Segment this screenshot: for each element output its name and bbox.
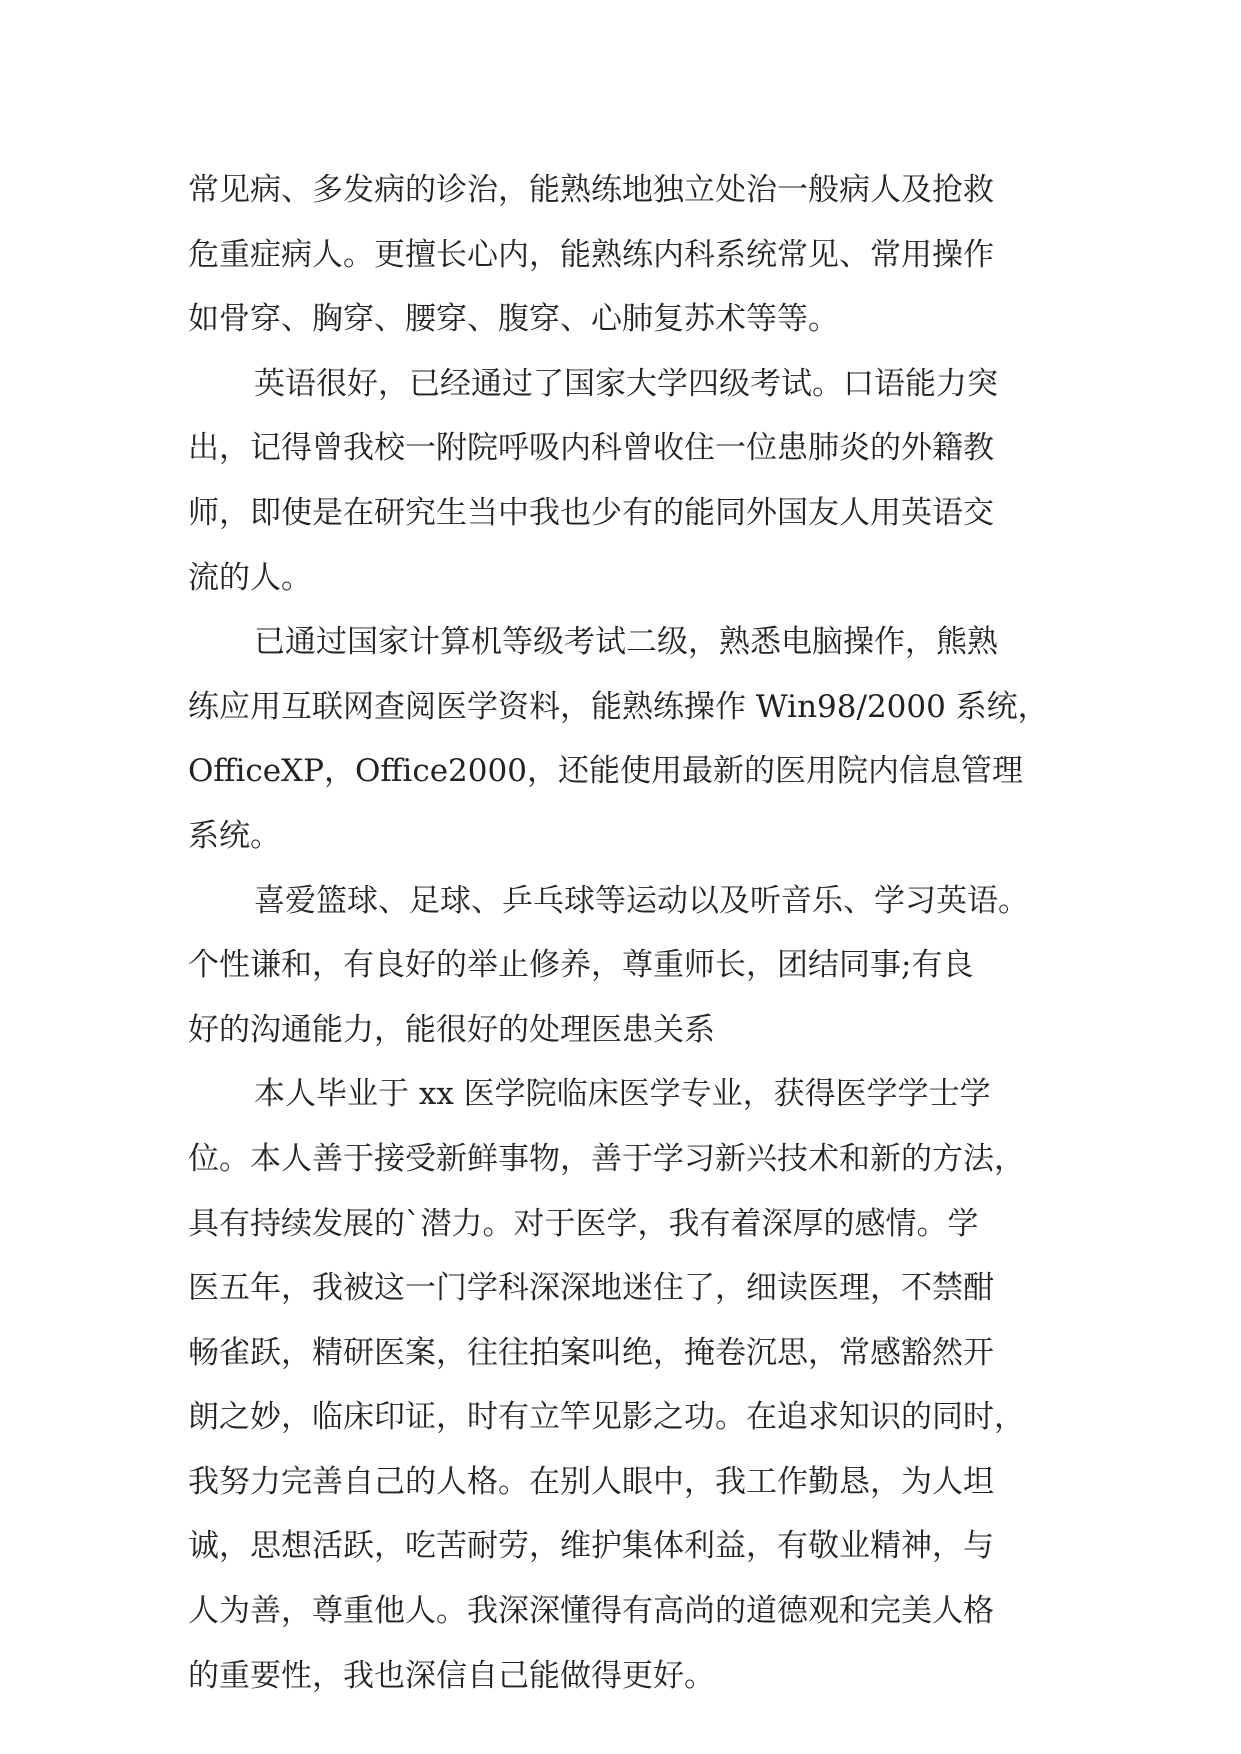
paragraph-start-line: 喜爱篮球、足球、乒乓球等运动以及听音乐、学习英语。 — [254, 882, 1029, 919]
text-line: 具有持续发展的`潜力。对于医学，我有着深厚的感情。学 — [188, 1205, 979, 1242]
text-line: 朗之妙，临床印证，时有立竿见影之功。在追求知识的同时， — [188, 1399, 1025, 1436]
text-line: 如骨穿、胸穿、腰穿、腹穿、心肺复苏术等等。 — [188, 301, 839, 338]
paragraph-start-line: 英语很好，已经通过了国家大学四级考试。口语能力突 — [254, 365, 998, 402]
text-line: 常见病、多发病的诊治，能熟练地独立处治一般病人及抢救 — [188, 172, 994, 208]
paragraph-start-line: 本人毕业于 xx 医学院临床医学专业，获得医学学士学 — [254, 1076, 991, 1113]
text-line: OfficeXP，Office2000，还能使用最新的医用院内信息管理 — [188, 753, 1023, 790]
text-line: 个性谦和，有良好的举止修养，尊重师长，团结同事;有良 — [188, 947, 974, 984]
text-line: 的重要性，我也深信自己能做得更好。 — [188, 1657, 715, 1694]
text-line: 出，记得曾我校一附院呼吸内科曾收住一位患肺炎的外籍教 — [188, 430, 994, 467]
text-line: 练应用互联网查阅医学资料，能熟练操作 Win98/2000 系统， — [188, 688, 1049, 725]
text-line: 人为善，尊重他人。我深深懂得有高尚的道德观和完美人格 — [188, 1593, 994, 1630]
body-text — [188, 158, 1068, 1708]
text-line: 位。本人善于接受新鲜事物，善于学习新兴技术和新的方法， — [188, 1140, 1025, 1177]
text-line: 好的沟通能力，能很好的处理医患关系 — [188, 1011, 715, 1048]
text-line: 危重症病人。更擅长心内，能熟练内科系统常见、常用操作 — [188, 236, 994, 273]
text-line: 师，即使是在研究生当中我也少有的能同外国友人用英语交 — [188, 494, 994, 531]
paragraph-start-line: 已通过国家计算机等级考试二级，熟悉电脑操作，熊熟 — [254, 624, 998, 661]
text-line: 我努力完善自己的人格。在别人眼中，我工作勤恳，为人坦 — [188, 1463, 994, 1500]
text-line: 诚，思想活跃，吃苦耐劳，维护集体利益，有敬业精神，与 — [188, 1528, 994, 1565]
text-line: 医五年，我被这一门学科深深地迷住了，细读医理，不禁酣 — [188, 1270, 994, 1307]
text-line: 流的人。 — [188, 559, 312, 596]
text-line: 畅雀跃，精研医案，往往拍案叫绝，掩卷沉思，常感豁然开 — [188, 1334, 994, 1371]
text-line: 系统。 — [188, 817, 281, 854]
